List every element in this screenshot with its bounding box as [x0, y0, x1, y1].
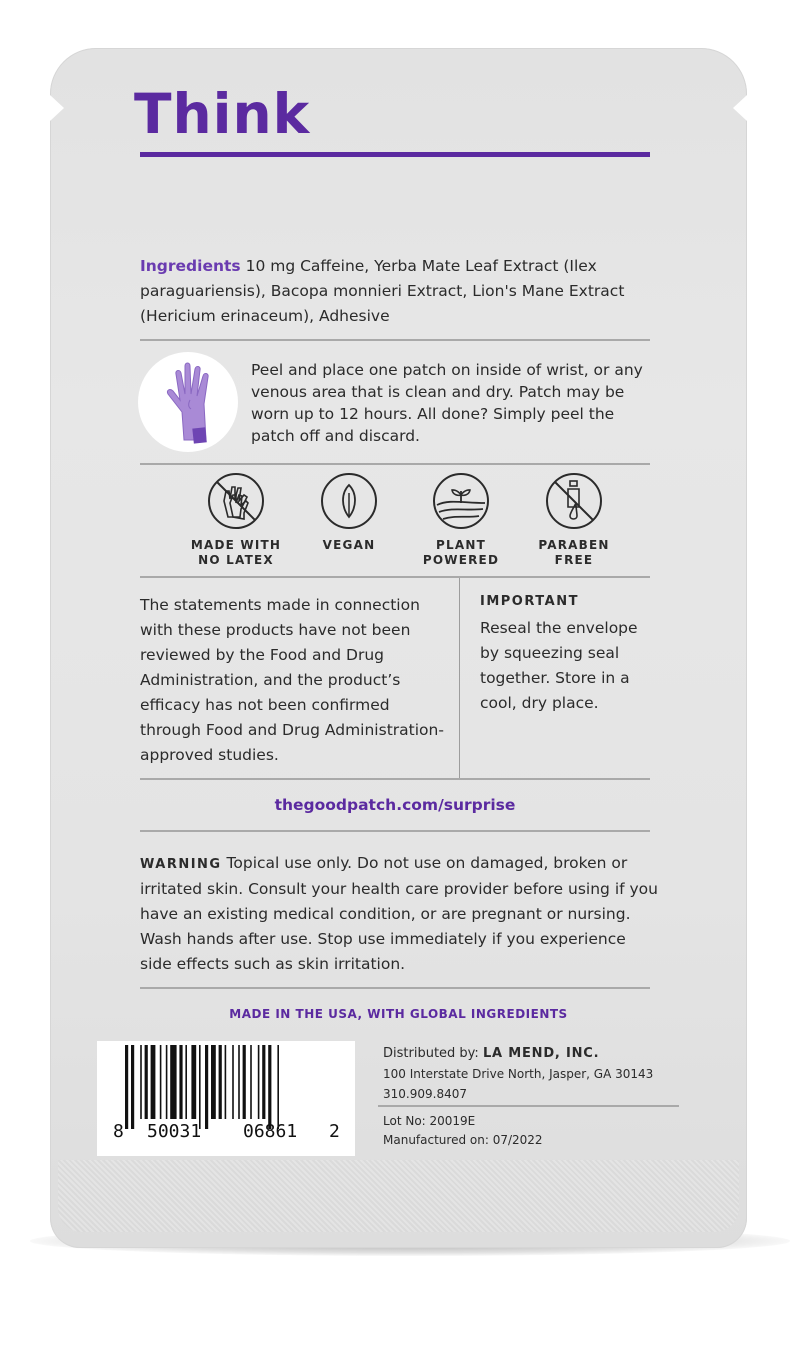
badge-plant-powered: [411, 473, 511, 568]
ingredients-block: [140, 254, 650, 329]
lot-number: Lot No: 20019E: [383, 1114, 476, 1128]
ingredients-text: 10 mg Caffeine, Yerba Mate Leaf Extract (Ilex paraguariensis), Bacopa monnieri Extract, Lion's Mane Extract (Hericium erinaceum), Adhesive: [140, 257, 625, 325]
lot-info: [383, 1112, 543, 1150]
important-heading: IMPORTANT: [480, 594, 579, 609]
badge-paraben-free: [524, 473, 624, 568]
title-underline: [140, 152, 650, 157]
divider: [140, 463, 650, 465]
divider: [140, 778, 650, 780]
distributor-info: [383, 1044, 653, 1104]
product-title: Think: [134, 82, 311, 146]
barcode-digits-right: 06861: [243, 1121, 298, 1142]
important-text: Reseal the envelope by squeezing seal together. Store in a cool, dry place.: [480, 619, 638, 712]
badge-label: PLANT POWERED: [422, 538, 500, 567]
barcode-digits-left: 50031: [147, 1121, 202, 1142]
no-paraben-bottle-icon: [546, 473, 602, 529]
badge-label: VEGAN: [322, 538, 376, 552]
distributor-company: LA MEND, INC.: [482, 1046, 600, 1061]
divider: [140, 576, 650, 578]
warning-block: [140, 851, 660, 977]
fda-disclaimer: The statements made in connection with these products have not been reviewed by the Food and Drug Administration, and the product’s efficacy has not been confirmed through Food and Drug Administration-approved studies.: [140, 596, 444, 764]
ingredients-label: Ingredients: [140, 257, 241, 275]
divider: [140, 987, 650, 989]
vertical-divider: [459, 578, 460, 779]
pouch-seal-texture: [58, 1160, 739, 1232]
badge-label: MADE WITH NO LATEX: [190, 538, 282, 567]
divider: [378, 1105, 679, 1107]
sprout-icon: [433, 473, 489, 529]
distributor-phone: 310.909.8407: [383, 1087, 467, 1101]
warning-label: WARNING: [140, 857, 222, 872]
warning-text: Topical use only. Do not use on damaged, broken or irritated skin. Consult your health care provider before using if you have an existing medical condition, or are pregnant or nursing. Wash hands after use. Stop use immediately if you experience side effects such as skin irritation.: [140, 854, 658, 973]
application-instructions: Peel and place one patch on inside of wrist, or any venous area that is clean and dry. Patch may be worn up to 12 hours. All done? Simply peel the patch off and discard.: [251, 361, 643, 445]
distributor-address: 100 Interstate Drive North, Jasper, GA 30143: [383, 1067, 654, 1081]
barcode-digit-first: 8: [113, 1121, 124, 1142]
barcode-bars: [125, 1045, 331, 1129]
badge-vegan: [299, 473, 399, 553]
upc-barcode: [97, 1041, 355, 1156]
leaf-icon: [321, 473, 377, 529]
no-latex-glove-icon: [208, 473, 264, 529]
hand-with-wrist-patch-icon: [138, 352, 238, 452]
divider: [140, 339, 650, 341]
divider: [140, 830, 650, 832]
badge-label: PARABEN FREE: [538, 538, 610, 567]
badge-no-latex: [186, 473, 286, 568]
barcode-digit-last: 2: [329, 1121, 340, 1142]
origin-statement: MADE IN THE USA, WITH GLOBAL INGREDIENTS: [229, 1007, 568, 1021]
distributor-label: Distributed by:: [383, 1046, 479, 1061]
website-link[interactable]: thegoodpatch.com/surprise: [274, 796, 516, 814]
manufacture-date: Manufactured on: 07/2022: [383, 1133, 543, 1147]
